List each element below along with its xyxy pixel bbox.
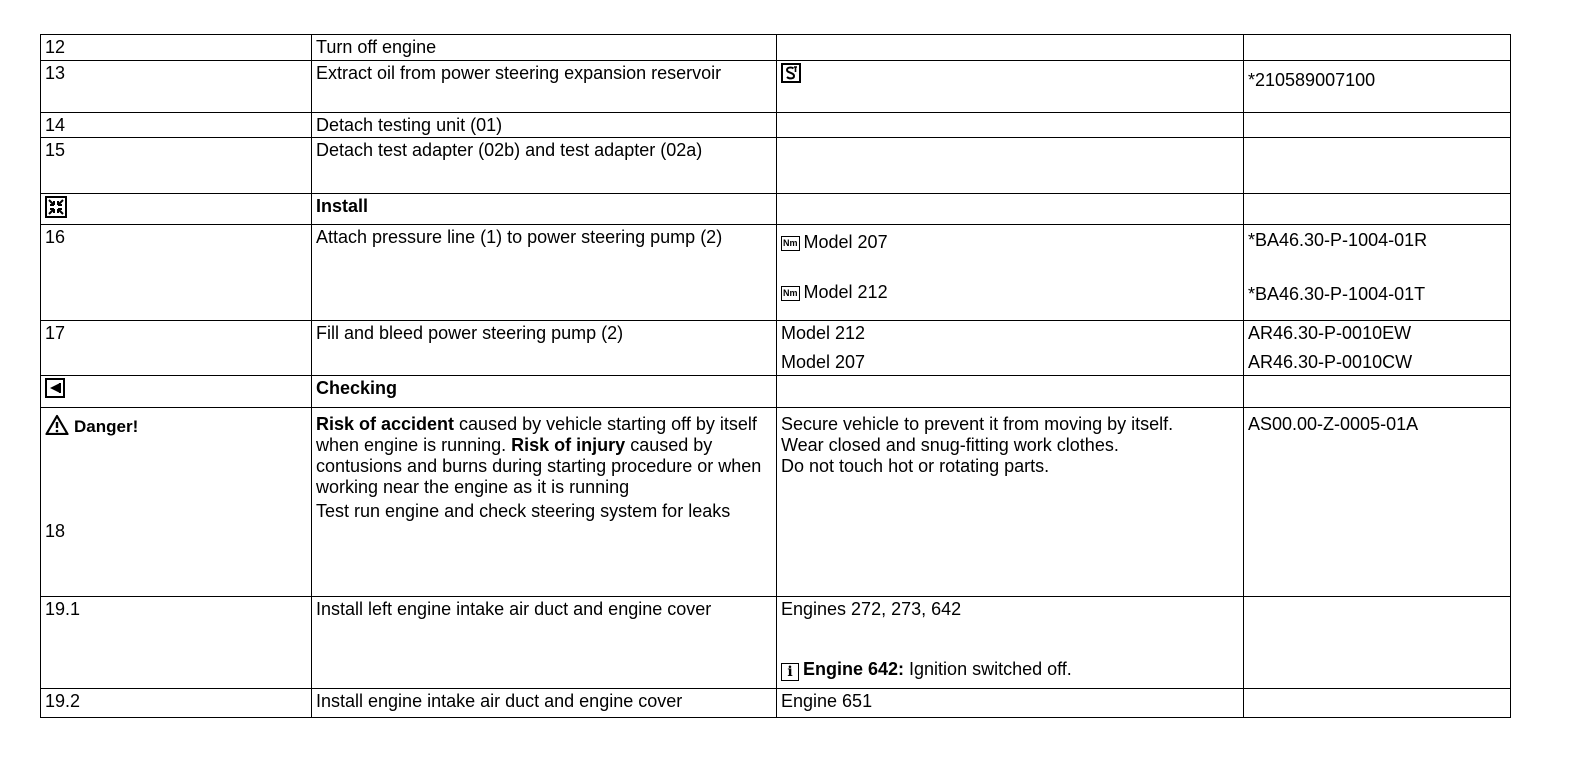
torque-nm-icon: Nm	[781, 236, 800, 251]
step-action: Turn off engine	[312, 35, 777, 61]
step-action: Detach testing unit (01)	[312, 113, 777, 138]
table-row	[41, 35, 1511, 61]
special-tool-icon	[781, 63, 801, 83]
step-action: Detach test adapter (02b) and test adapter (02a)	[312, 138, 777, 194]
step-action: Test run engine and check steering system for leaks	[316, 501, 731, 521]
table-row	[41, 225, 1511, 321]
safety-measure: Wear closed and snug-fitting work clothes.	[781, 435, 1119, 455]
table-row	[41, 113, 1511, 138]
step-action: Fill and bleed power steering pump (2)	[312, 321, 777, 376]
step-number: 13	[41, 61, 312, 113]
danger-label: Danger!	[74, 417, 139, 436]
safety-measure: Secure vehicle to prevent it from moving by itself.	[781, 414, 1174, 434]
install-icon	[45, 196, 67, 218]
step-number: 16	[41, 225, 312, 321]
danger-text	[316, 414, 772, 498]
step-action: Install left engine intake air duct and engine cover	[312, 597, 777, 689]
risk-accident-title: Risk of accident	[316, 414, 455, 434]
step-number: 15	[41, 138, 312, 194]
reference-code: AS00.00-Z-0005-01A	[1248, 414, 1419, 434]
risk-accident-text: caused by vehicle starting off by itself when engine is running.	[316, 414, 757, 455]
table-row	[41, 408, 1511, 597]
note-bold: Engine 642:	[803, 659, 905, 679]
model-label: Model 212	[803, 282, 888, 302]
torque-nm-icon: Nm	[781, 286, 800, 301]
step-action: Install engine intake air duct and engine cover	[312, 689, 777, 718]
risk-injury-text: caused by contusions and burns during starting procedure or when working near the engine as it is running	[316, 435, 762, 497]
procedure-table	[40, 34, 1511, 718]
checking-icon	[45, 378, 65, 398]
table-row	[41, 597, 1511, 689]
model-label: Model 212	[781, 323, 866, 343]
info-icon: i	[781, 663, 799, 681]
section-heading-checking: Checking	[312, 376, 777, 408]
step-number: 19.2	[41, 689, 312, 718]
model-label: Model 207	[781, 352, 866, 372]
section-heading-install: Install	[312, 194, 777, 225]
engine-note: Engines 272, 273, 642	[781, 599, 962, 619]
model-label: Model 207	[803, 232, 888, 252]
table-row	[41, 194, 1511, 225]
safety-measure: Do not touch hot or rotating parts.	[781, 456, 1050, 476]
reference-code: *210589007100	[1244, 61, 1511, 113]
reference-code: *BA46.30-P-1004-01R	[1248, 230, 1428, 250]
step-number: 19.1	[41, 597, 312, 689]
step-number: 18	[45, 521, 66, 541]
note-text: Ignition switched off.	[904, 659, 1072, 679]
engine-note: Engine 651	[777, 689, 1244, 718]
step-number: 12	[41, 35, 312, 61]
reference-code: *BA46.30-P-1004-01T	[1248, 284, 1426, 304]
warning-triangle-icon	[45, 414, 69, 435]
step-number: 14	[41, 113, 312, 138]
step-number: 17	[41, 321, 312, 376]
risk-injury-title: Risk of injury	[511, 435, 626, 455]
table-row	[41, 376, 1511, 408]
step-action: Extract oil from power steering expansion reservoir	[312, 61, 777, 113]
table-row	[41, 61, 1511, 113]
step-action: Attach pressure line (1) to power steering pump (2)	[312, 225, 777, 321]
reference-code: AR46.30-P-0010EW	[1248, 323, 1412, 343]
reference-code: AR46.30-P-0010CW	[1248, 352, 1413, 372]
table-row	[41, 689, 1511, 718]
table-row	[41, 138, 1511, 194]
table-row	[41, 321, 1511, 376]
